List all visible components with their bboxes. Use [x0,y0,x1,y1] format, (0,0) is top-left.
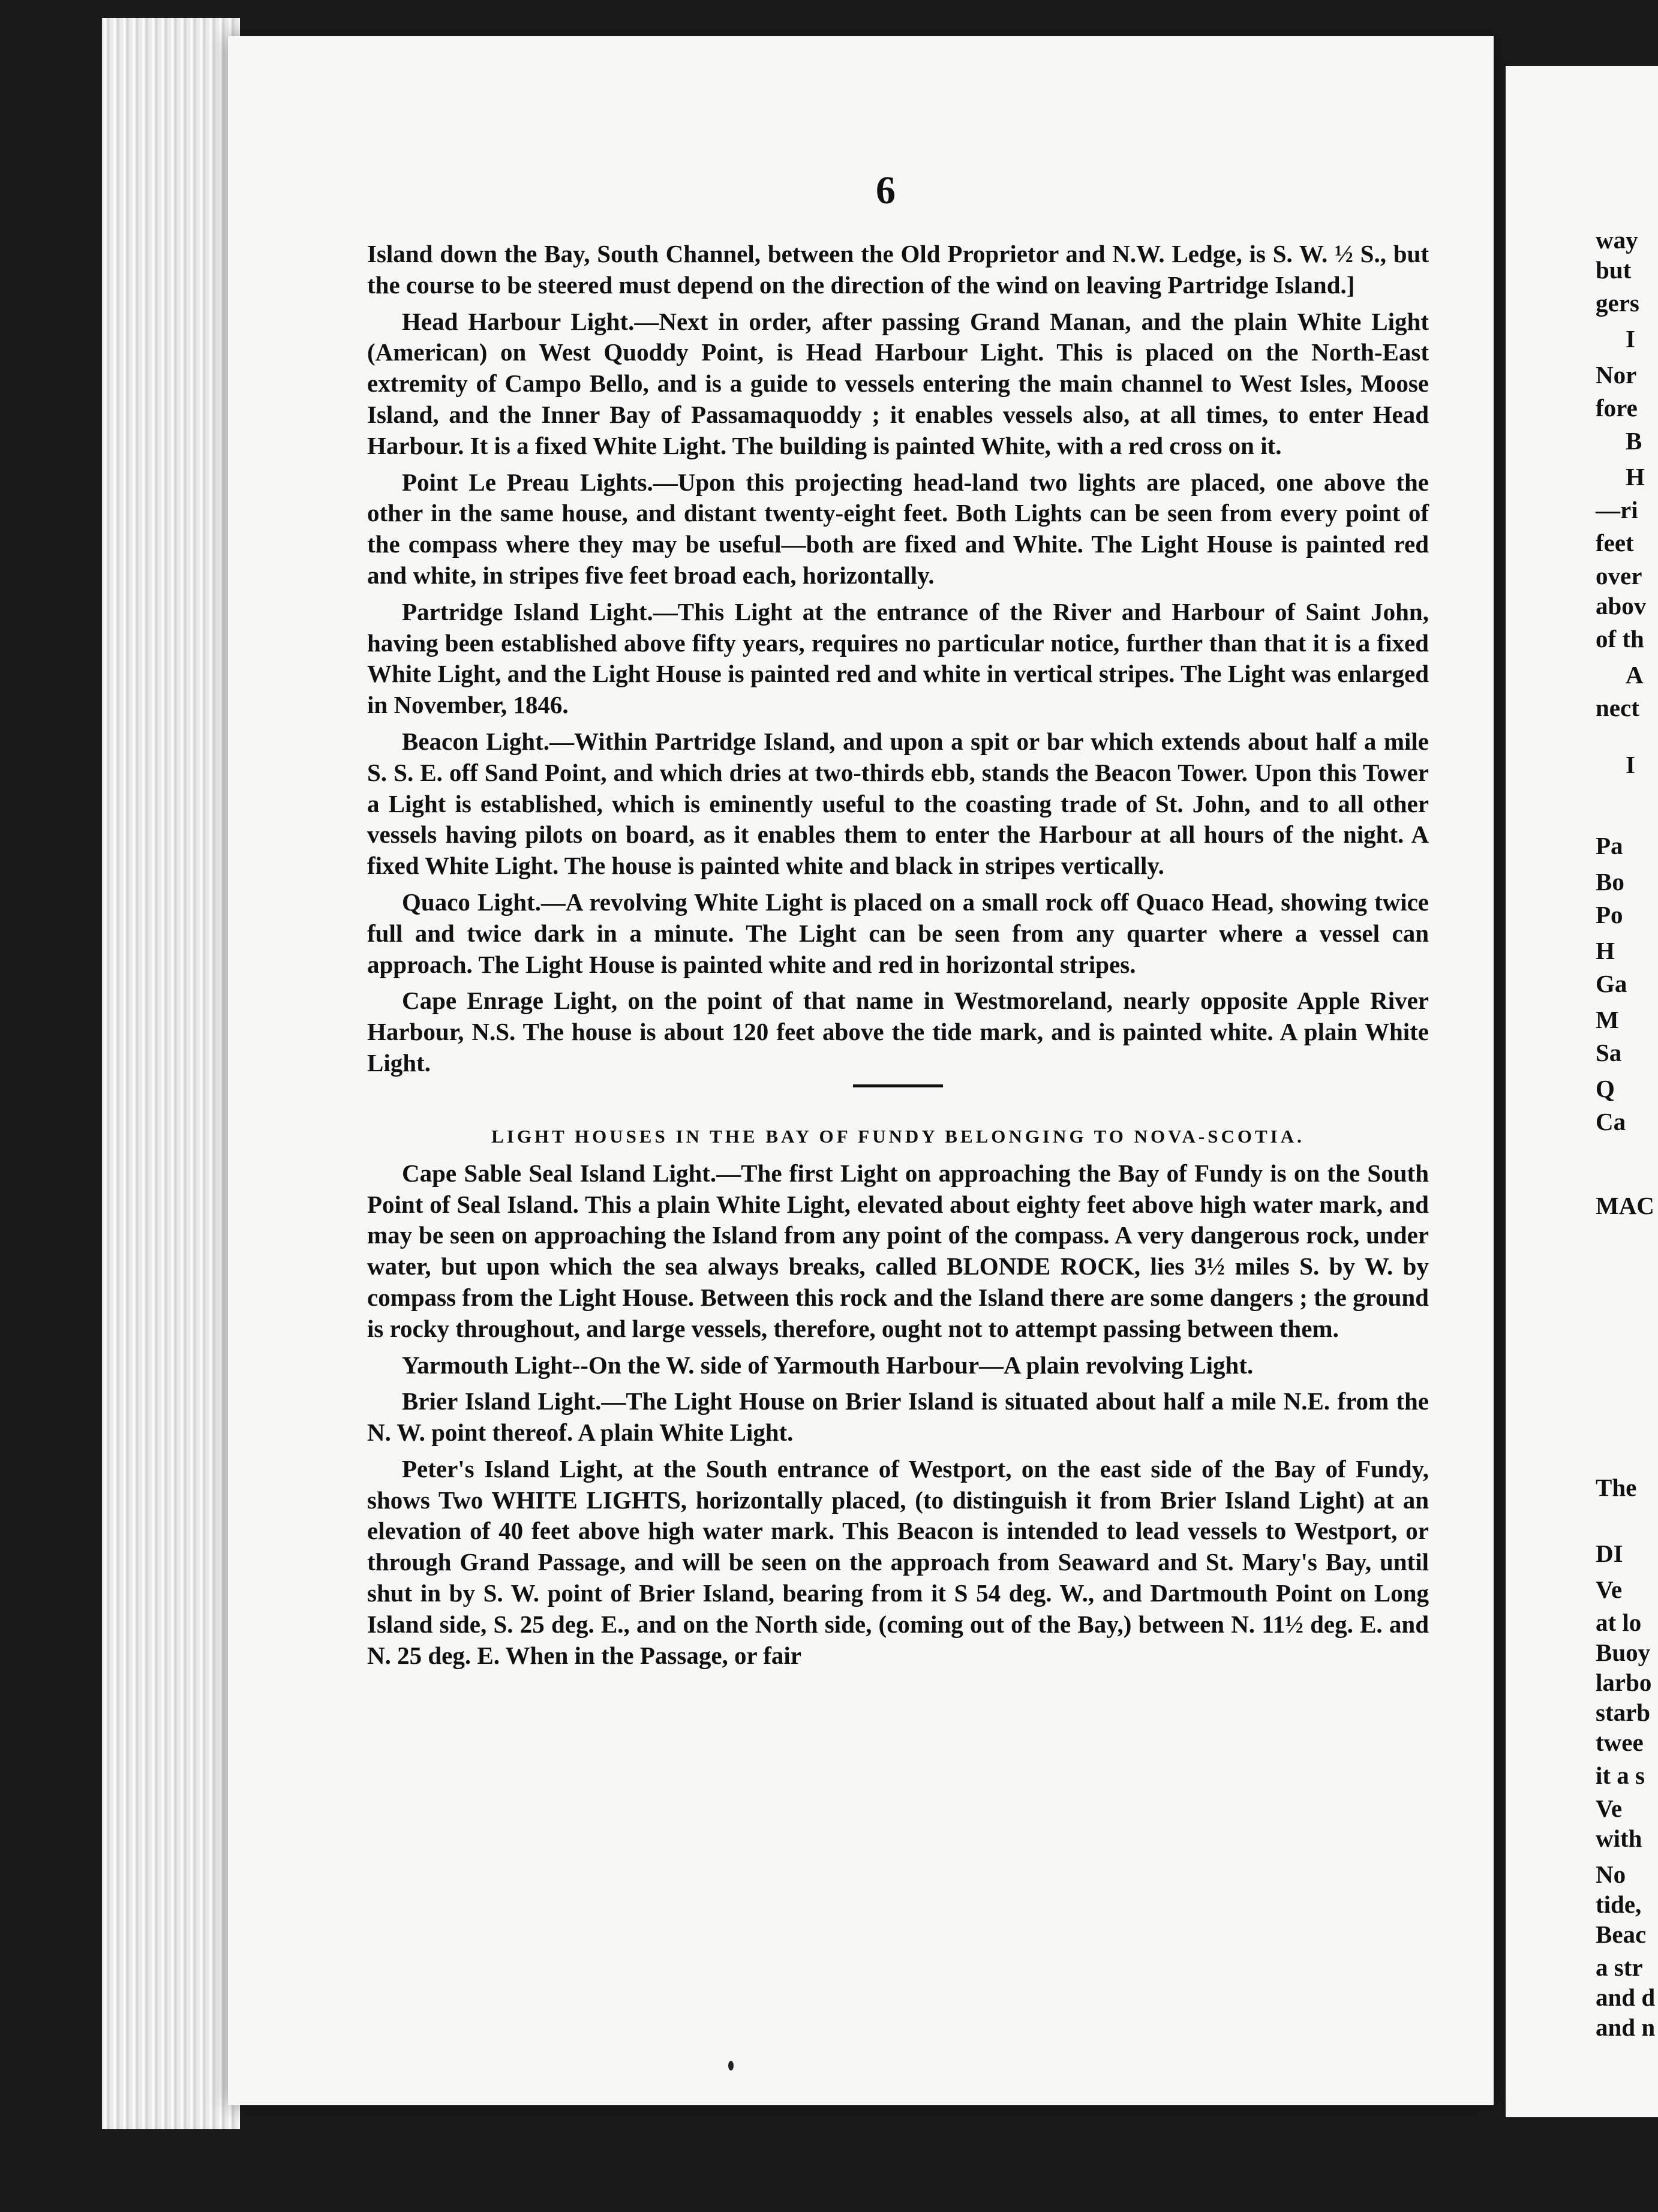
section-heading: LIGHT HOUSES IN THE BAY OF FUNDY BELONGING TO NOVA-SCOTIA. [491,1125,1305,1147]
page-body [367,239,1429,1676]
right-page-text-fragment: Nor [1596,361,1637,389]
right-page-text-fragment: Ca [1596,1108,1626,1135]
paragraph: Peter's Island Light, at the South entrance of Westport, on the east side of the Bay of Fundy, shows Two WHITE LIGHTS, horizontally placed, (to distinguish it from Brier Island Light) at an elevation of 40 feet above high water mark. This Beacon is intended to lead vessels to Westport, or through Grand Passage, and will be seen on the approach from Seaward and St. Mary's Bay, until shut in by S. W. point of Brier Island, bearing from it S 54 deg. W., and Dartmouth Point on Long Island side, S. 25 deg. E., and on the North side, (coming out of the Bay,) between N. 11½ deg. E. and N. 25 deg. E. When in the Passage, or fair [367,1454,1429,1669]
right-page-text-fragment: B [1626,427,1642,455]
right-page-text-fragment: over [1596,562,1642,590]
right-page-text-fragment: but [1596,256,1632,284]
paragraph: Quaco Light.—A revolving White Light is placed on a small rock off Quaco Head, showing twice full and twice dark in a minute. The Light can be seen from any quarter where a vessel can approach. The Light House is painted white and red in horizontal stripes. [367,888,1429,978]
right-page-text-fragment: M [1596,1006,1619,1033]
paragraph: Yarmouth Light--On the W. side of Yarmouth Harbour—A plain revolving Light. [402,1351,1254,1379]
right-page-text-fragment: larbo [1596,1669,1652,1696]
right-page-text-fragment: way [1596,226,1638,254]
right-page-text-fragment: of th [1596,625,1644,653]
right-page-text-fragment: Po [1596,901,1623,928]
right-page-text-fragment: abov [1596,592,1647,620]
paragraph: Cape Enrage Light, on the point of that name in Westmoreland, nearly opposite Apple River Harbour, N.S. The house is about 120 feet above the tide mark, and is painted white. A plain White Light. [367,987,1429,1077]
right-page-text-fragment: tide, [1596,1891,1642,1918]
right-page-text-fragment: DI [1596,1540,1623,1567]
right-page-text-fragment: feet [1596,529,1634,557]
right-page-text-fragment: Ga [1596,970,1627,997]
right-page-text-fragment: Buoy [1596,1639,1651,1666]
right-page-text-fragment: Ve [1596,1576,1623,1603]
right-page-text-fragment: I [1626,751,1635,779]
section-divider [853,1084,943,1087]
right-page-text-fragment: at lo [1596,1609,1642,1636]
paragraph: Brier Island Light.—The Light House on Brier Island is situated about half a mile N.E. from the N. W. point thereof. A plain White Light. [367,1387,1429,1447]
right-page-text-fragment: H [1596,937,1615,964]
right-page-text-fragment: fore [1596,394,1638,422]
right-page-text-fragment: Ve [1596,1795,1623,1822]
right-page-text-fragment: nect [1596,694,1639,722]
paragraph: Cape Sable Seal Island Light.—The first Light on approaching the Bay of Fundy is on the South Point of Seal Island. This a plain White Light, elevated about eighty feet above high water mark, and may be seen on approaching the Island from any point of the compass. A very dangerous rock, under water, but upon which the sea always breaks, called BLONDE ROCK, lies 3½ miles S. by W. by compass from the Light House. Between this rock and the Island there are some dangers ; the ground is rocky throughout, and large vessels, therefore, ought not to attempt passing between them. [367,1159,1429,1342]
right-page-text-fragment: Q [1596,1075,1615,1102]
right-page-text-fragment: and n [1596,2013,1656,2041]
right-page-text-fragment: No [1596,1861,1626,1888]
right-page-text-fragment: H [1626,463,1645,491]
paragraph: Head Harbour Light.—Next in order, after passing Grand Manan, and the plain White Light (American) on West Quoddy Point, is Head Harbour Light. This is placed on the North-East extremity of Campo Bello, and is a guide to vessels entering the main channel to West Isles, Moose Island, and the Inner Bay of Passamaquoddy ; it enables vessels also, at all times, to enter Head Harbour. It is a fixed White Light. The building is painted White, with a red cross on it. [367,307,1429,459]
right-page-text-fragment: twee [1596,1729,1644,1756]
right-page-text-fragment: —ri [1596,496,1638,524]
right-page-text-fragment: it a s [1596,1762,1645,1789]
paragraph: Partridge Island Light.—This Light at the entrance of the River and Harbour of Saint John, having been established above fifty years, requires no particular notice, further than that it is a fixed White Light, and the Light House is painted red and white in vertical stripes. The Light was enlarged in November, 1846. [367,597,1429,719]
book-spine-edge [102,18,240,2129]
paragraph: Point Le Preau Lights.—Upon this projecting head-land two lights are placed, one above the other in the same house, and distant twenty-eight feet. Both Lights can be seen from every point of the compass where they may be useful—both are fixed and White. The Light House is painted red and white, in stripes five feet broad each, horizontally. [367,468,1429,589]
right-page-text-fragment: a str [1596,1953,1643,1981]
right-page-text-fragment: starb [1596,1699,1651,1726]
paragraph: Beacon Light.—Within Partridge Island, and upon a spit or bar which extends about half a mile S. S. E. off Sand Point, and which dries at two-thirds ebb, stands the Beacon Tower. Upon this Tower a Light is established, which is eminently useful to the coasting trade of St. John, and to all other vessels having pilots on board, as it enables them to enter the Harbour at all hours of the night. A fixed White Light. The house is painted white and black in stripes vertically. [367,727,1429,880]
page-number: 6 [876,169,896,212]
right-page-text-fragment: Sa [1596,1039,1622,1066]
right-page-text-fragment: MAC [1596,1192,1654,1219]
right-page-text-fragment: A [1626,661,1644,689]
paragraph: Island down the Bay, South Channel, between the Old Proprietor and N.W. Ledge, is S. W. ½ S., but the course to be steered must depend on the direction of the wind on leaving Partridge Island.] [367,240,1429,299]
right-page-text-fragment: I [1626,325,1635,353]
right-page-text-fragment: with [1596,1825,1642,1852]
right-page-text-fragment: Bo [1596,868,1624,895]
right-page-text-fragment: and d [1596,1983,1656,2011]
right-page-edge [1506,66,1658,2117]
right-page-text-fragment: Beac [1596,1921,1647,1948]
right-page-text-fragment: Pa [1596,832,1623,859]
right-page-text-fragment: The [1596,1474,1637,1501]
page-mark [728,2061,734,2070]
right-page-text-fragment: gers [1596,289,1639,317]
